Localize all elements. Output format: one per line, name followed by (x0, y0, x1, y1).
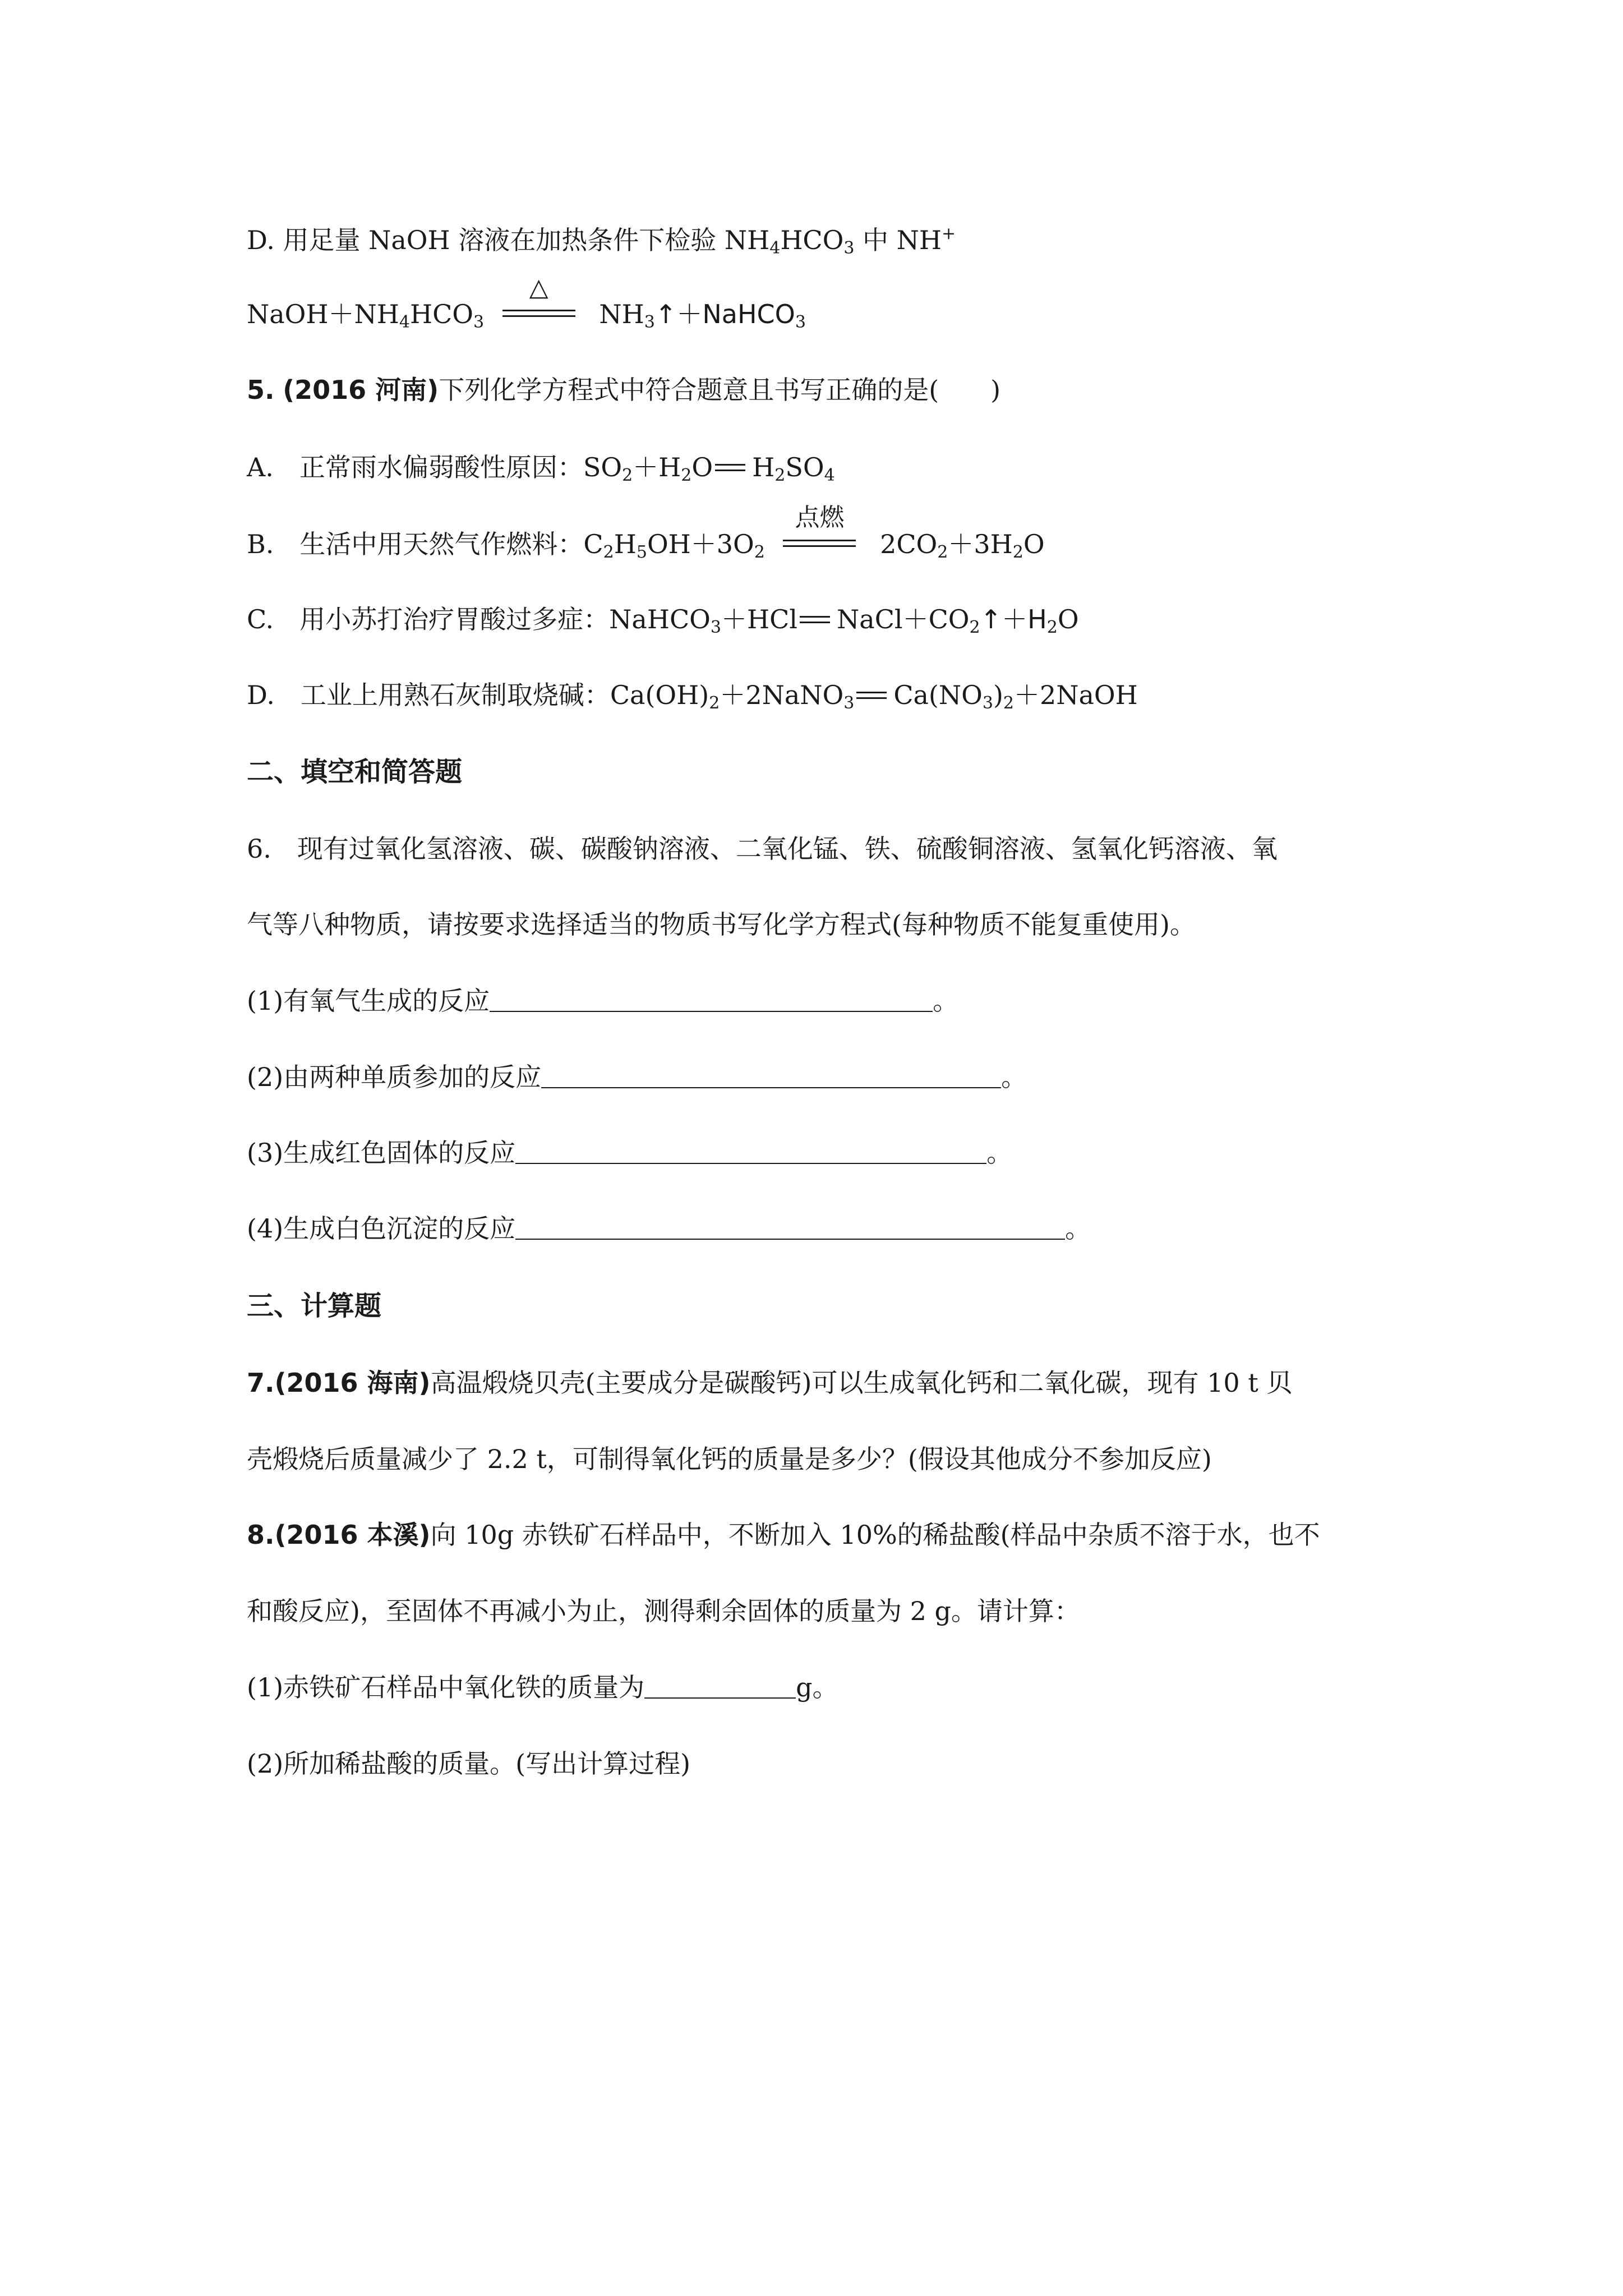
heating-condition (497, 273, 581, 331)
answer-blank[interactable] (515, 1212, 1065, 1240)
q6-line-1: 6. 现有过氧化氢溶液、碳、碳酸钠溶液、二氧化锰、铁、硫酸铜溶液、氢氧化钙溶液、氧 (247, 834, 1278, 864)
ignition-condition: 点燃 (777, 527, 861, 561)
q5-option-c: C. 用小苏打治疗胃酸过多症：NaHCO$_3$＋HCl $NaCl+CO_2↑+H_2O$ (247, 602, 1396, 636)
q7-line-2: 壳煅烧后质量减少了 2.2 t，可制得氧化钙的质量是多少？(假设其他成分不参加反应) (247, 1444, 1212, 1474)
q7-line-1: 7.(2016 海南)高温煅烧贝壳(主要成分是碳酸钙)可以生成氧化钙和二氧化碳，现有 10 t 贝 (247, 1368, 1293, 1398)
q6-part-3: (3)生成红色固体的反应 。 (247, 1136, 1396, 1170)
q8-line-1: 8.(2016 本溪)向 10g 赤铁矿石样品中，不断加入 10%的稀盐酸(样品中杂质不溶于水，也不 (247, 1520, 1320, 1550)
answer-blank[interactable] (515, 1136, 986, 1164)
q5-option-d: D. 工业上用熟石灰制取烧碱：$Ca(OH)_2+2NaNO_3$ $Ca(NO_3)_2+2NaOH$ (247, 678, 1396, 712)
answer-blank[interactable] (490, 984, 933, 1012)
answer-blank[interactable] (644, 1671, 796, 1699)
q6-part-2: (2)由两种单质参加的反应 。 (247, 1060, 1396, 1094)
q5-stem: 5. (2016 河南)下列化学方程式中符合题意且书写正确的是( ) (247, 375, 1001, 405)
section-heading-fill-in: 二、填空和简答题 (247, 756, 463, 788)
q4-equation: $NaOH+NH_4HCO_3$ △ $NH_3↑+NaHCO_3$ (247, 273, 806, 332)
q4-option-d: D. 用足量 NaOH 溶液在加热条件下检验 $NH_4HCO_3$ 中 NH+ (247, 224, 956, 258)
heat-triangle-icon: △ (529, 273, 548, 302)
q6-part-1: (1)有氧气生成的反应 。 (247, 984, 1396, 1018)
q8-line-2: 和酸反应)，至固体不再减小为止，测得剩余固体的质量为 2 g。请计算： (247, 1596, 1080, 1626)
q6-line-2: 气等八种物质，请按要求选择适当的物质书写化学方程式(每种物质不能复重使用)。 (247, 909, 1196, 940)
section-heading-calculation: 三、计算题 (247, 1290, 382, 1322)
q8-part-2: (2)所加稀盐酸的质量。(写出计算过程) (247, 1749, 691, 1779)
q8-part-1: (1)赤铁矿石样品中氧化铁的质量为 g。 (247, 1671, 1396, 1704)
q5-option-b: B. 生活中用天然气作燃料：$C_2H_5OH+3O_2$ 点燃 $2CO_2+3H_2O$ (247, 503, 1045, 562)
answer-blank[interactable] (541, 1060, 1001, 1088)
q6-part-4: (4)生成白色沉淀的反应 。 (247, 1212, 1396, 1245)
q5-option-a: A. 正常雨水偏弱酸性原因：$SO_2+H_2O$ $H_2SO_4$ (247, 450, 1396, 484)
